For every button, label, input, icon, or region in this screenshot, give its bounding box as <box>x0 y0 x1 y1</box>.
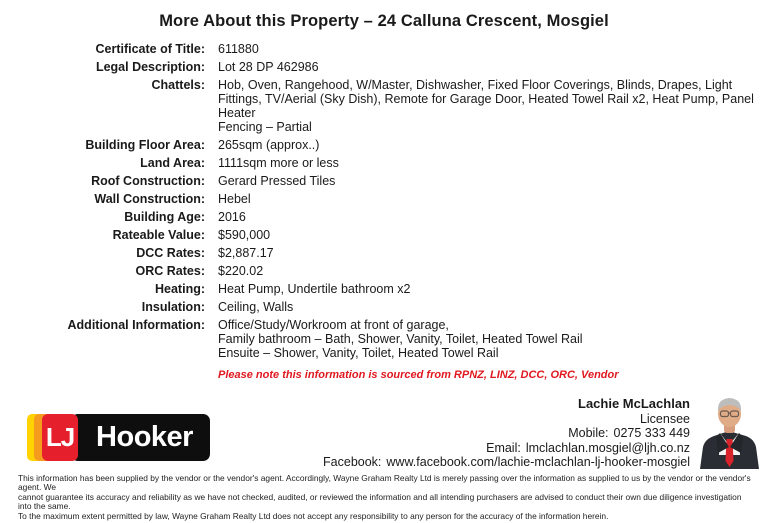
mobile-value: 0275 333 449 <box>613 426 690 440</box>
logo-lj-mark <box>42 414 78 461</box>
logo-lj-text: LJ <box>45 422 75 452</box>
detail-label: Certificate of Title: <box>95 42 205 56</box>
detail-value-line: 1111sqm more or less <box>218 156 339 170</box>
agent-email-row <box>323 441 690 456</box>
agent-photo-image <box>696 395 762 469</box>
detail-value-line: Heat Pump, Undertile bathroom x2 <box>218 282 411 296</box>
detail-value-line: Ceiling, Walls <box>218 300 294 314</box>
detail-value-line: $590,000 <box>218 228 271 242</box>
detail-value-line: Lot 28 DP 462986 <box>218 60 319 74</box>
detail-value-line: $2,887.17 <box>218 246 274 260</box>
detail-value <box>218 210 246 224</box>
email-label: Email: <box>486 440 521 455</box>
detail-label: Chattels: <box>151 78 205 92</box>
agent-mobile-row <box>323 426 690 441</box>
detail-value-line: $220.02 <box>218 264 264 278</box>
detail-value <box>218 246 274 260</box>
detail-value-line: Ensuite – Shower, Vanity, Toilet, Heated Towel Rail <box>218 346 499 360</box>
facebook-label: Facebook: <box>323 455 382 469</box>
detail-row-orc-rates <box>0 264 768 278</box>
detail-value-line: 265sqm (approx..) <box>218 138 320 152</box>
detail-value <box>218 318 583 360</box>
detail-value <box>218 300 293 314</box>
detail-value-line: 611880 <box>218 42 259 56</box>
detail-value <box>218 282 410 296</box>
detail-row-building-age <box>0 210 768 224</box>
detail-row-insulation <box>0 300 768 314</box>
detail-value <box>218 42 259 56</box>
detail-value-line: Heater <box>218 106 256 120</box>
detail-value-line: Gerard Pressed Tiles <box>218 174 336 188</box>
detail-value <box>218 264 263 278</box>
agent-facebook-row <box>323 455 690 470</box>
detail-label: Land Area: <box>140 156 205 170</box>
detail-label: Heating: <box>155 282 205 296</box>
disclaimer-text <box>18 474 752 521</box>
detail-value-line: Hebel <box>218 192 251 206</box>
detail-row-wall-construction <box>0 192 768 206</box>
detail-label: Rateable Value: <box>112 228 205 242</box>
detail-row-rateable-value <box>0 228 768 242</box>
agent-photo <box>696 395 762 469</box>
detail-value <box>218 138 319 152</box>
agent-contact-block <box>323 397 690 470</box>
detail-value-line: Office/Study/Workroom at front of garage, <box>218 318 449 332</box>
detail-row-land-area <box>0 156 768 170</box>
detail-value-line: Fittings, TV/Aerial (Sky Dish), Remote for Garage Door, Heated Towel Rail x2, Heat Pump, Panel <box>218 92 754 106</box>
detail-label: Roof Construction: <box>91 174 205 188</box>
ljhooker-logo <box>27 414 210 461</box>
footer <box>0 395 768 469</box>
detail-value-line: Family bathroom – Bath, Shower, Vanity, Toilet, Heated Towel Rail <box>218 332 583 346</box>
detail-value <box>218 60 319 74</box>
disclaimer-line: cannot guarantee its accuracy and reliability as we have not checked, audited, or reviewed the information and all intending purchasers are advised to conduct their own due diligence investigation into the same. <box>18 491 742 512</box>
detail-value <box>218 174 335 188</box>
email-value: lmclachlan.mosgiel@ljh.co.nz <box>525 440 690 455</box>
facebook-value: www.facebook.com/lachie-mclachlan-lj-hooker-mosgiel <box>386 455 690 469</box>
mobile-label: Mobile: <box>568 426 609 440</box>
detail-row-chattels <box>0 78 768 134</box>
detail-value <box>218 192 251 206</box>
agent-name: Lachie McLachlan <box>578 396 690 411</box>
page-title: More About this Property – 24 Calluna Crescent, Mosgiel <box>159 12 609 30</box>
detail-label: Legal Description: <box>95 60 205 74</box>
logo-hooker-wordmark <box>71 414 210 461</box>
source-note: Please note this information is sourced from RPNZ, LINZ, DCC, ORC, Vendor <box>218 369 619 381</box>
disclaimer-line: This information has been supplied by the vendor or the vendor's agent. Accordingly, Wayne Graham Realty Ltd is merely passing over the information as supplied to us by the vendor or the vendor's agent. We <box>18 473 751 493</box>
logo-hooker-text: Hooker <box>96 421 193 453</box>
detail-row-legal-description <box>0 60 768 74</box>
detail-label: Additional Information: <box>67 318 205 332</box>
detail-label: Building Age: <box>124 210 205 224</box>
agent-role: Licensee <box>639 411 690 426</box>
detail-label: Insulation: <box>141 300 205 314</box>
detail-label: DCC Rates: <box>136 246 205 260</box>
detail-value-line: Hob, Oven, Rangehood, W/Master, Dishwasher, Fixed Floor Coverings, Blinds, Drapes, Light <box>218 78 733 92</box>
property-details-table <box>0 42 768 360</box>
detail-row-heating <box>0 282 768 296</box>
detail-label: Building Floor Area: <box>85 138 205 152</box>
property-info-sheet <box>0 11 768 523</box>
detail-value-line: 2016 <box>218 210 246 224</box>
detail-value <box>218 156 339 170</box>
detail-value-line: Fencing – Partial <box>218 120 312 134</box>
detail-label: Wall Construction: <box>94 192 205 206</box>
detail-row-additional-information <box>0 318 768 360</box>
detail-value <box>218 228 270 242</box>
detail-row-dcc-rates <box>0 246 768 260</box>
detail-label: ORC Rates: <box>135 264 205 278</box>
disclaimer-line: To the maximum extent permitted by law, Wayne Graham Realty Ltd does not accept any responsibility to any person for the accuracy of the information herein. <box>18 510 609 521</box>
detail-row-roof-construction <box>0 174 768 188</box>
detail-value <box>218 78 754 134</box>
detail-row-building-floor-area <box>0 138 768 152</box>
detail-row-certificate-of-title <box>0 42 768 56</box>
